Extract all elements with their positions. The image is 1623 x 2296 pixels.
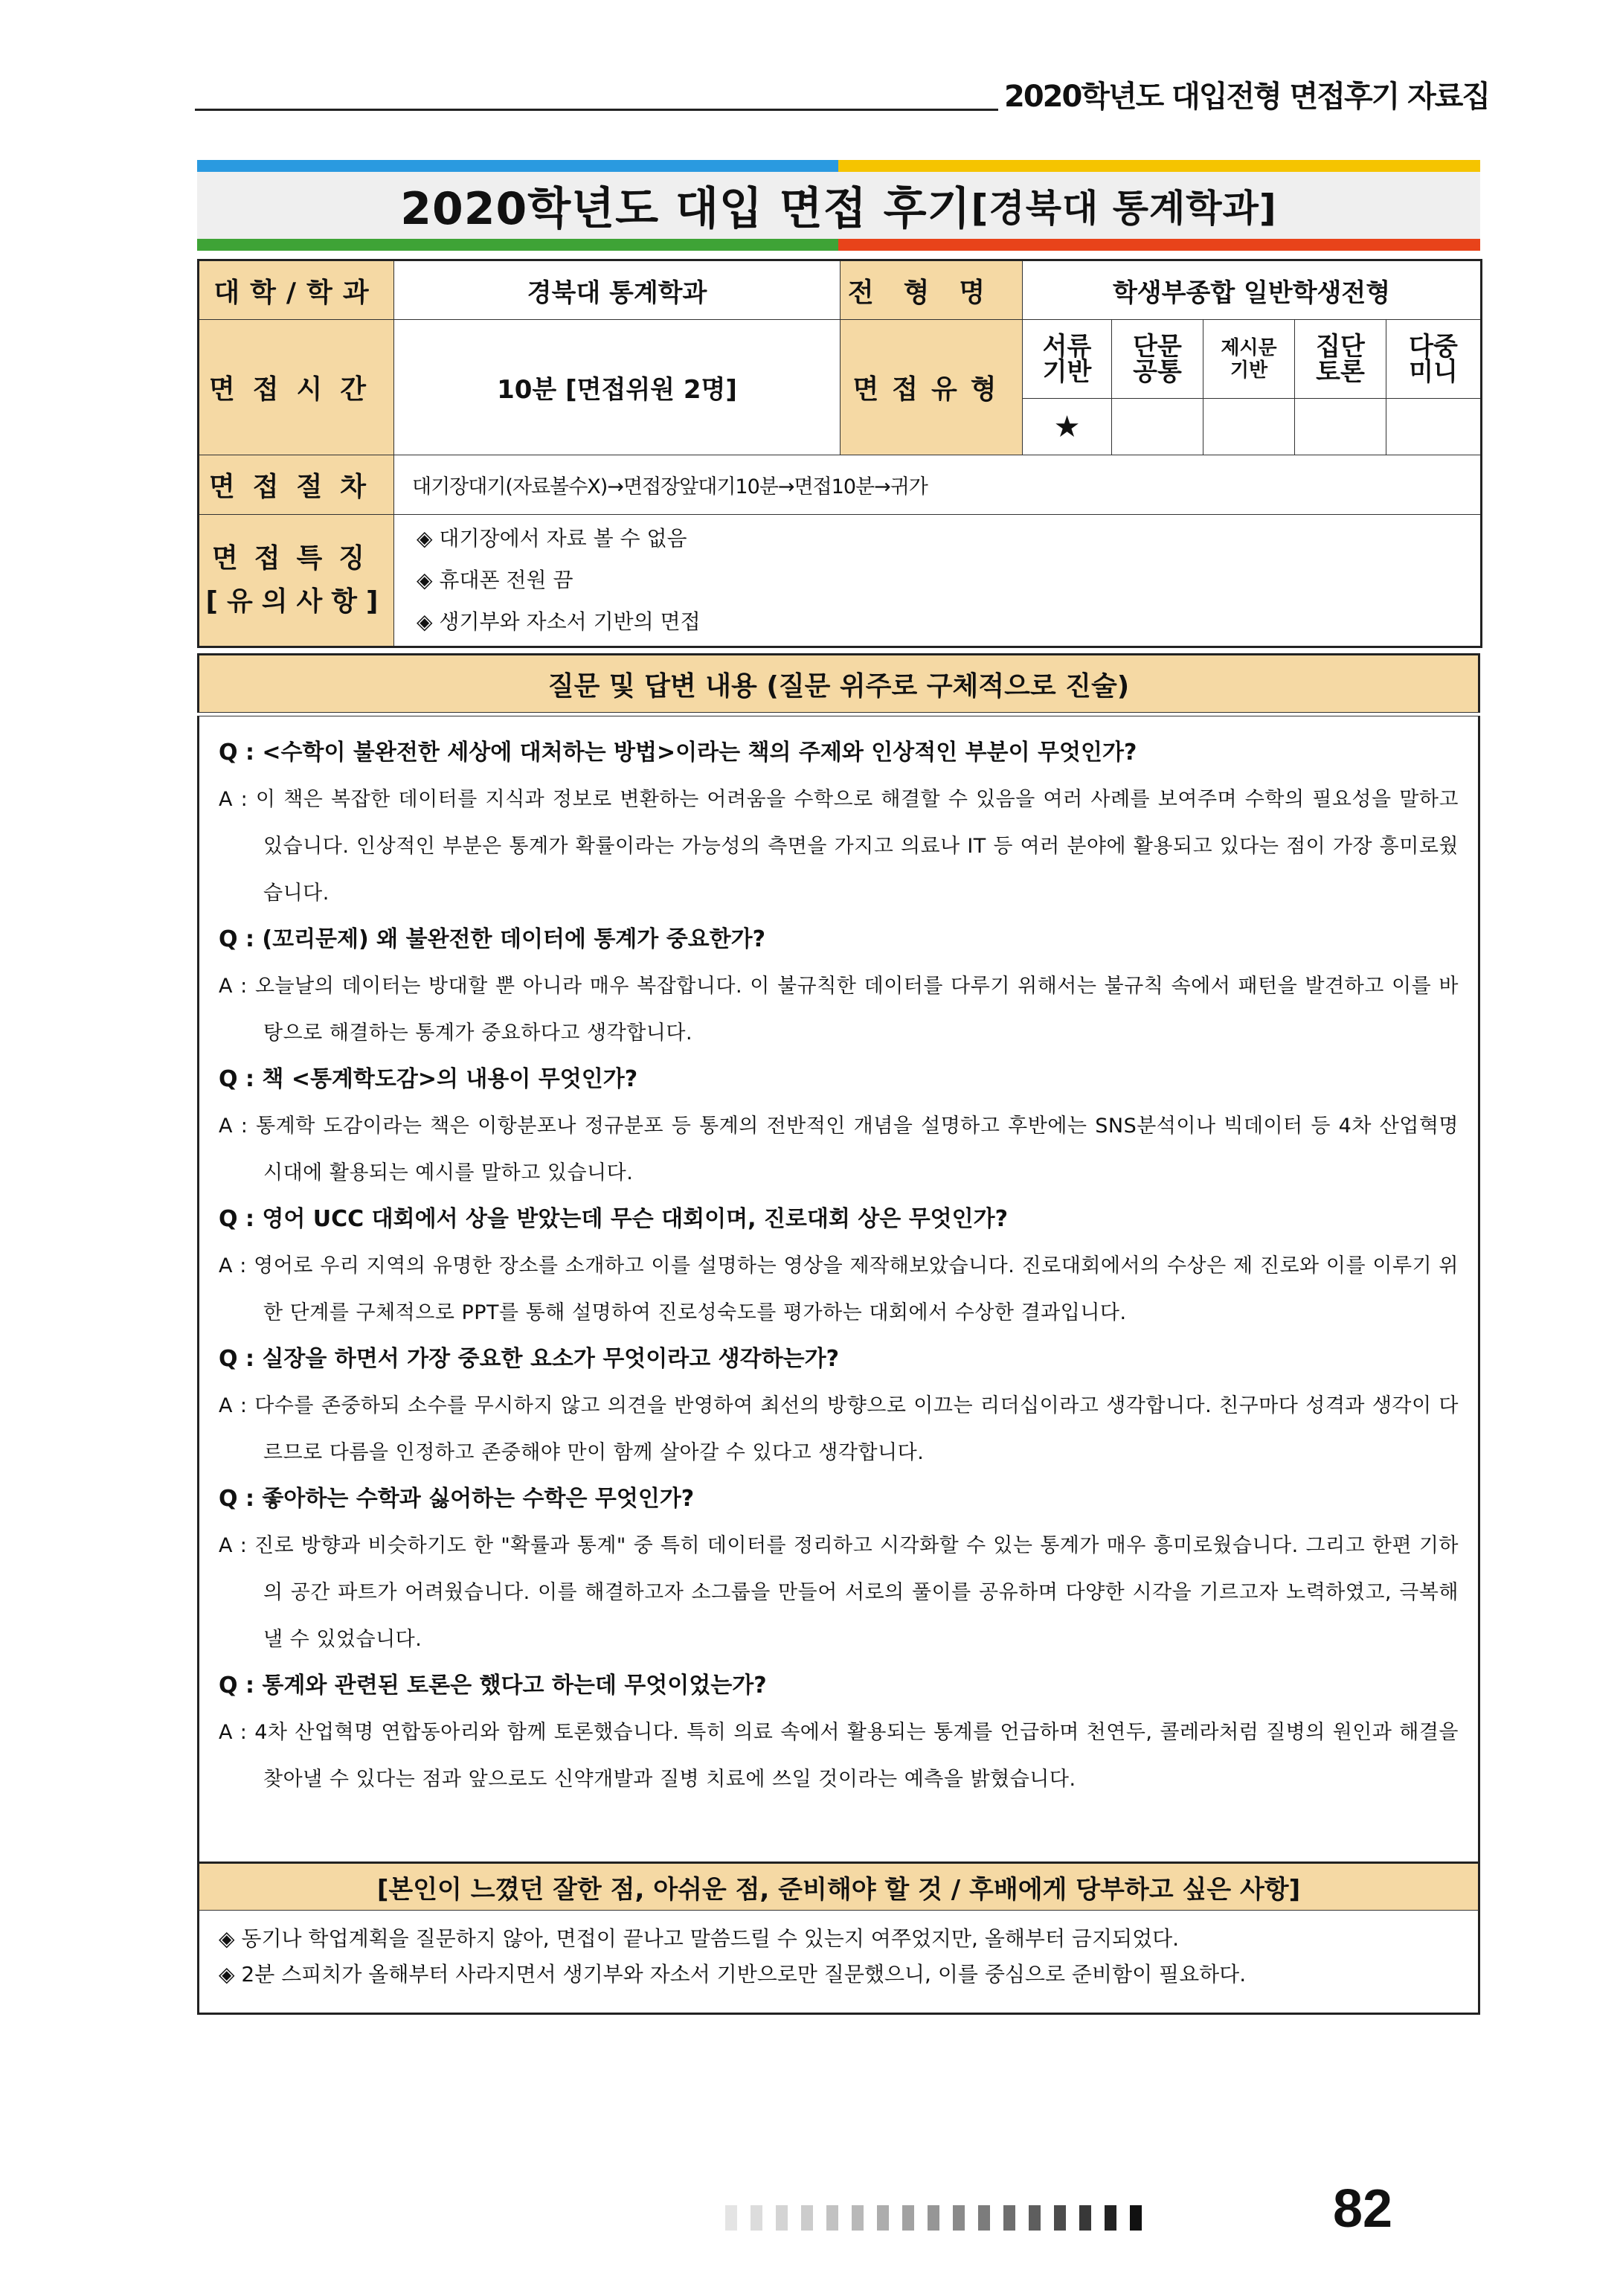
tip-item: ◈ 동기나 학업계획을 질문하지 않아, 면접이 끝나고 말씀드릴 수 있는지 여쭈었지만, 올해부터 금지되었다. [219,1926,1180,1951]
band-stripe-blue [197,160,838,172]
format-short-common: 단문 공통 [1112,320,1203,399]
type-label: 전형명 [841,260,1023,320]
answer: A : 4차 산업혁명 연합동아리와 함께 토론했습니다. 특히 의료 속에서 활용되는 통계를 언급하며 천연두, 콜레라처럼 질병의 원인과 해결을 찾아낼 수 있다는 점과 앞으로도 신약개발과 질병 치료에 쓰일 것이라는 예측을 밝혔습니다. [219,1721,1459,1791]
format-group-debate-mark [1295,399,1386,455]
pager-bar [1079,2205,1091,2231]
question: Q : 통계와 관련된 토론은 했다고 하는데 무엇이었는가? [219,1673,767,1699]
page-number: 82 [1333,2179,1393,2239]
procedure-label: 면접절차 [199,455,394,515]
page-title [197,172,1480,239]
pager-bar [725,2205,737,2231]
interview-info-table [197,259,1482,648]
pager-bar [1029,2205,1041,2231]
tips-section [197,1911,1480,2015]
qa-section [197,716,1480,1862]
pager-bar [801,2205,813,2231]
pager-bar [877,2205,889,2231]
pager-bar [1054,2205,1066,2231]
tip-item: ◈ 2분 스피치가 올해부터 사라지면서 생기부와 자소서 기반으로만 질문했으니, 이를 중심으로 준비함이 필요하다. [219,1962,1247,1986]
univ-label: 대학/학과 [199,260,394,320]
running-title: 2020학년도 대입전형 면접후기 자료집 [1004,80,1490,114]
format-short-common-mark [1112,399,1203,455]
procedure-value: 대기장대기(자료볼수X)→면접장앞대기10분→면접10분→귀가 [394,455,1482,515]
question: Q : (꼬리문제) 왜 불완전한 데이터에 통계가 중요한가? [219,926,766,952]
format-label: 면접유형 [841,320,1023,455]
question: Q : <수학이 불완전한 세상에 대처하는 방법>이라는 책의 주제와 인상적인 부분이 무엇인가? [219,740,1137,766]
pager-bar [902,2205,914,2231]
features-label: 면접특징 [유의사항] [199,515,394,647]
pager-bar [978,2205,990,2231]
band-stripe-green [197,239,838,251]
answer: A : 다수를 존중하되 소수를 무시하지 않고 의견을 반영하여 최선의 방향으로 이끄는 리더십이라고 생각합니다. 친구마다 성격과 생각이 다르므로 다름을 인정하고 존중해야 만이 함께 살아갈 수 있다고 생각합니다. [219,1394,1459,1464]
band-stripe-yellow [838,160,1480,172]
feature-item: ◈ 대기장에서 자료 볼 수 없음 [417,526,687,551]
qa-section-header: 질문 및 답변 내용 (질문 위주로 구체적으로 진술) [197,653,1480,713]
question: Q : 책 <통계학도감>의 내용이 무엇인가? [219,1066,638,1092]
tips-header: [본인이 느꼈던 잘한 점, 아쉬운 점, 준비해야 할 것 / 후배에게 당부하고 싶은 사항] [197,1862,1480,1911]
pager-bar [928,2205,939,2231]
format-mmi: 다중 미니 [1386,320,1482,399]
format-group-debate: 집단 토론 [1295,320,1386,399]
header-rule [195,109,998,111]
question: Q : 영어 UCC 대회에서 상을 받았는데 무슨 대회이며, 진로대회 상은 무엇인가? [219,1206,1009,1232]
answer: A : 오늘날의 데이터는 방대할 뿐 아니라 매우 복잡합니다. 이 불규칙한 데이터를 다루기 위해서는 불규칙 속에서 패턴을 발견하고 이를 바탕으로 해결하는 통계가 중요하다고 생각합니다. [219,975,1459,1045]
feature-item: ◈ 휴대폰 전원 끔 [417,568,573,592]
type-value: 학생부종합 일반학생전형 [1023,260,1482,320]
format-passage: 제시문 기반 [1203,320,1295,399]
features-list [394,515,1482,647]
answer: A : 이 책은 복잡한 데이터를 지식과 정보로 변환하는 어려움을 수학으로 해결할 수 있음을 여러 사례를 보여주며 수학의 필요성을 말하고 있습니다. 인상적인 부분은 통계가 확률이라는 가능성의 측면을 가지고 의료나 IT 등 여러 분야에 활용되고 있다는 점이 가장 흥미로웠습니다. [219,788,1459,905]
format-doc: 서류 기반 [1023,320,1112,399]
question: Q : 좋아하는 수학과 싫어하는 수학은 무엇인가? [219,1486,695,1512]
format-mmi-mark [1386,399,1482,455]
pager-bar [776,2205,788,2231]
format-passage-mark [1203,399,1295,455]
format-doc-mark: ★ [1023,399,1112,455]
pager-bar [1105,2205,1116,2231]
pager-bar [953,2205,965,2231]
question: Q : 실장을 하면서 가장 중요한 요소가 무엇이라고 생각하는가? [219,1346,839,1372]
pager-bar [751,2205,762,2231]
feature-item: ◈ 생기부와 자소서 기반의 면접 [417,609,701,634]
band-stripe-red [838,239,1480,251]
page-title-main: 2020학년도 대입 면접 후기 [400,183,971,235]
pager-bar [826,2205,838,2231]
time-label: 면접시간 [199,320,394,455]
answer: A : 진로 방향과 비슷하기도 한 "확률과 통계" 중 특히 데이터를 정리하고 시각화할 수 있는 통계가 매우 흥미로웠습니다. 그리고 한편 기하의 공간 파트가 어려웠습니다. 이를 해결하고자 소그룹을 만들어 서로의 풀이를 공유하며 다양한 시각을 기르고자 노력하였고, 극복해낼 수 있었습니다. [219,1534,1459,1651]
pager-bar [852,2205,864,2231]
answer: A : 통계학 도감이라는 책은 이항분포나 정규분포 등 통계의 전반적인 개념을 설명하고 후반에는 SNS분석이나 빅데이터 등 4차 산업혁명 시대에 활용되는 예시를 말하고 있습니다. [219,1115,1459,1184]
time-value: 10분 [면접위원 2명] [394,320,841,455]
page-progress-bars [725,2201,1142,2231]
pager-bar [1003,2205,1015,2231]
pager-bar [1130,2205,1142,2231]
univ-value: 경북대 통계학과 [394,260,841,320]
answer: A : 영어로 우리 지역의 유명한 장소를 소개하고 이를 설명하는 영상을 제작해보았습니다. 진로대회에서의 수상은 제 진로와 이를 이루기 위한 단계를 구체적으로 PPT를 통해 설명하여 진로성숙도를 평가하는 대회에서 수상한 결과입니다. [219,1254,1459,1324]
page-title-sub: [경북대 통계학과] [971,187,1277,230]
